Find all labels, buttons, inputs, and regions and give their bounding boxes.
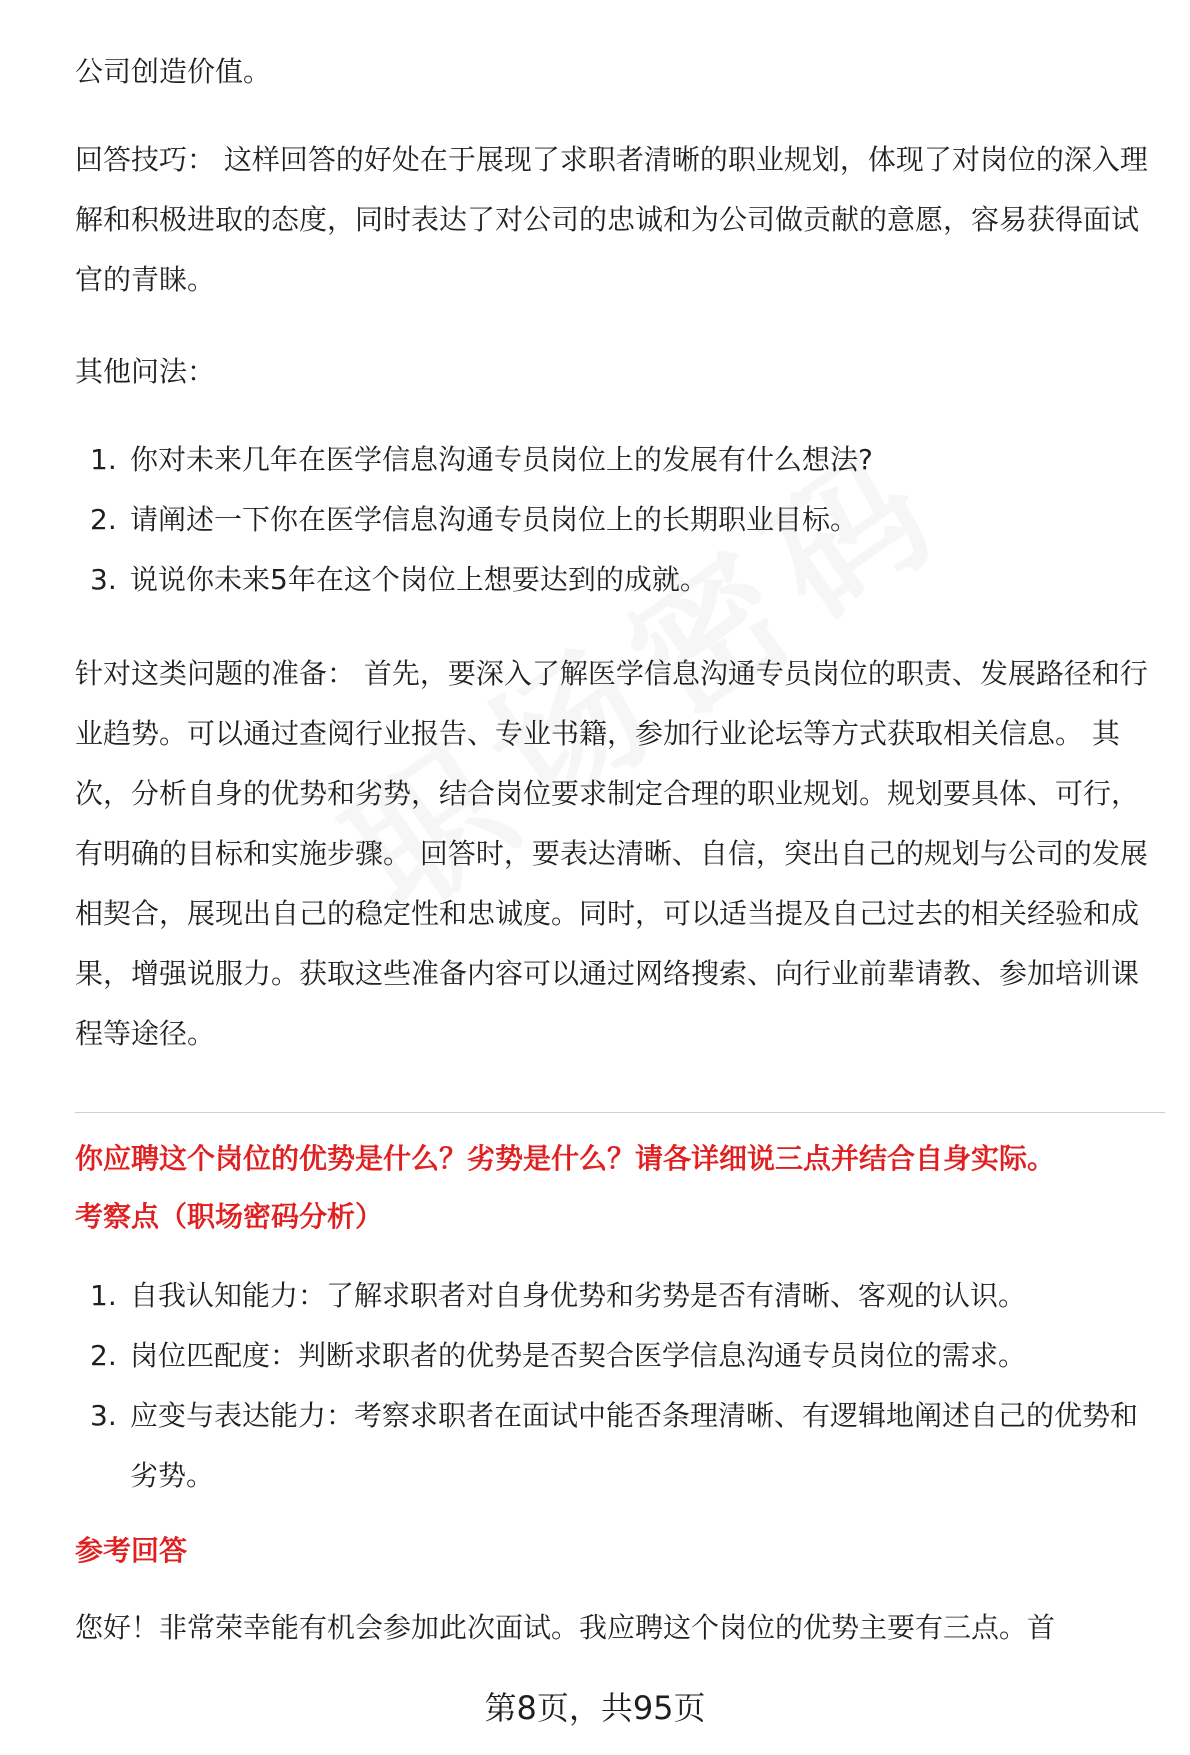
question-title: 你应聘这个岗位的优势是什么？劣势是什么？请各详细说三点并结合自身实际。 xyxy=(75,1142,1056,1175)
paragraph-continued: 公司创造价值。 xyxy=(75,55,272,88)
list-item: 3. 应变与表达能力：考察求职者在面试中能否条理清晰、有逻辑地阐述自己的优势和劣势。 xyxy=(90,1399,1139,1492)
list-item: 3. 说说你未来5年在这个岗位上想要达到的成就。 xyxy=(90,563,708,596)
list-item: 1. 你对未来几年在医学信息沟通专员岗位上的发展有什么想法? xyxy=(90,443,873,476)
assessment-points-list xyxy=(75,1266,1165,1506)
list-item: 2. 岗位匹配度：判断求职者的优势是否契合医学信息沟通专员岗位的需求。 xyxy=(90,1339,1027,1372)
paragraph-answer-tips: 回答技巧： 这样回答的好处在于展现了求职者清晰的职业规划，体现了对岗位的深入理解和积极进取的态度，同时表达了对公司的忠诚和为公司做贡献的意愿，容易获得面试官的青睐。 xyxy=(75,143,1148,296)
question-subtitle: 考察点（职场密码分析） xyxy=(75,1200,384,1233)
list-item: 1. 自我认知能力：了解求职者对自身优势和劣势是否有清晰、客观的认识。 xyxy=(90,1279,1027,1312)
section-divider xyxy=(75,1112,1165,1113)
list-item: 2. 请阐述一下你在医学信息沟通专员岗位上的长期职业目标。 xyxy=(90,503,859,536)
paragraph-reference-answer: 您好！非常荣幸能有机会参加此次面试。我应聘这个岗位的优势主要有三点。首 xyxy=(75,1611,1056,1644)
other-questions-list xyxy=(75,430,1165,610)
paragraph-other-questions-label: 其他问法： xyxy=(75,355,216,388)
paragraph-preparation: 针对这类问题的准备： 首先，要深入了解医学信息沟通专员岗位的职责、发展路径和行业趋势。可以通过查阅行业报告、专业书籍，参加行业论坛等方式获取相关信息。 其次，分析自身的优势和劣势，结合岗位要求制定合理的职业规划。规划要具体、可行，有明确的目标和实施步骤。 回答时，要表达清晰、自信，突出自己的规划与公司的发展相契合，展现出自己的稳定性和忠诚度。同时，可以适当提及自己过去的相关经验和成果，增强说服力。获取这些准备内容可以通过网络搜索、向行业前辈请教、参加培训课程等途径。 xyxy=(75,657,1148,1050)
page-number: 第8页，共95页 xyxy=(484,1689,706,1727)
reference-answer-title: 参考回答 xyxy=(75,1534,188,1567)
